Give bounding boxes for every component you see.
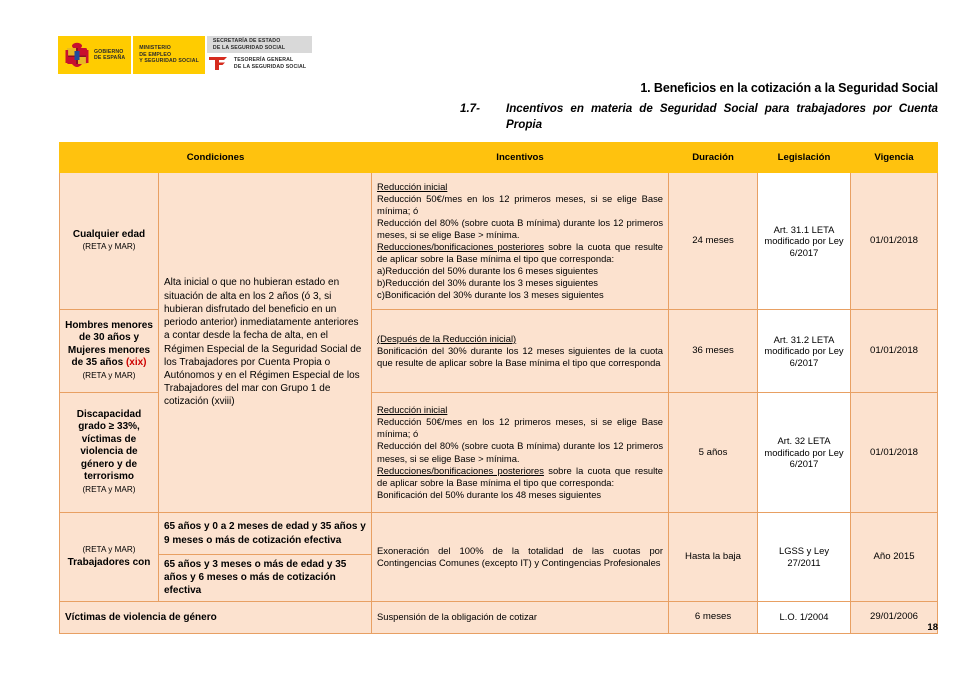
column-header-duracion: Duración	[669, 143, 758, 173]
row-0-inc-line2: Reducción del 80% (sobre cuota B mínima) durante los 12 primeros meses, si se elige Base > mínima.	[377, 216, 664, 240]
row-2-condition	[60, 393, 159, 513]
logo-tesoreria-general	[207, 53, 312, 74]
row-1-condition-title: Hombres menores de 30 años y Mujeres menores de 35 años	[65, 319, 153, 369]
logo-ministerio	[133, 36, 205, 74]
logo-ministerio-line2: DE EMPLEO	[139, 51, 172, 58]
row-2-inc-line3: sobre la cuota que resulte de aplicar sobre la Base mínima el tipo que corresponda:	[377, 464, 664, 488]
row-0-incentives	[372, 173, 669, 310]
row-4-legislacion: L.O. 1/2004	[758, 601, 851, 633]
logo-tesoreria-text	[234, 57, 306, 70]
logo-ministerio-line1: MINISTERIO	[139, 45, 171, 52]
row-2-condition-title: Discapacidad grado ≥ 33%, víctimas de violencia de género y de terrorismo	[76, 408, 142, 483]
table-row	[60, 601, 938, 633]
row-2-legislacion: Art. 32 LETA modificado por Ley 6/2017	[758, 393, 851, 513]
page-number: 18	[927, 622, 938, 633]
row-0-condition-sub: (RETA y MAR)	[82, 242, 136, 251]
logo-seguridad-social-group	[207, 36, 312, 74]
table-row	[60, 513, 938, 555]
row-2-vigencia: 01/01/2018	[851, 393, 938, 513]
row-1-vigencia: 01/01/2018	[851, 310, 938, 393]
column-header-legislacion: Legislación	[758, 143, 851, 173]
row-1-condition-ref: (xix)	[125, 357, 147, 369]
row-2-incentives	[372, 393, 669, 513]
row-0-condition	[60, 173, 159, 310]
row-3-condition	[60, 513, 159, 602]
row-3-condition-sub: (RETA y MAR)	[82, 545, 136, 555]
logo-gobierno-line1: GOBIERNO	[94, 48, 124, 55]
table-header	[60, 143, 938, 173]
row-3-duracion: Hasta la baja	[669, 513, 758, 602]
row-4-incentives	[372, 601, 669, 633]
spain-coat-of-arms-icon	[64, 39, 90, 71]
column-header-incentivos: Incentivos	[372, 143, 669, 173]
page-title: 1. Beneficios en la cotización a la Seguridad Social	[640, 81, 938, 95]
row-4-vigencia: 29/01/2006	[851, 601, 938, 633]
row-2-inc-line2: Reducción del 80% (sobre cuota B mínima) durante los 12 primeros meses, si se elige Base > mínima.	[377, 440, 664, 464]
row-2-inc-line4: Bonificación del 50% durante los 48 meses siguientes	[377, 488, 602, 500]
logo-secretaria-line2: DE LA SEGURIDAD SOCIAL	[212, 44, 286, 51]
row-1-legislacion: Art. 31.2 LETA modificado por Ley 6/2017	[758, 310, 851, 393]
shared-condition-description: Alta inicial o que no hubieran estado en situación de alta en los 2 años (ó 3, si hubieran disfrutado del beneficio en un periodo anterior) inmediatamente anteriores a contar desde la fecha de alta, en el Régimen Especial de la Seguridad Social de los Trabajadores por Cuenta Propia o Autónomos y en el Régimen Especial de los Trabajadores del mar con Grupo 1 de cotización (xviii)	[159, 173, 372, 513]
row-4-inc-line1: Suspensión de la obligación de cotizar	[377, 611, 538, 623]
table-row	[60, 173, 938, 310]
row-3-vigencia: Año 2015	[851, 513, 938, 602]
row-0-inc-line3: sobre la cuota que resulte de aplicar sobre la Base mínima el tipo que corresponda:	[377, 241, 664, 265]
logo-secretaria-line1: SECRETARÍA DE ESTADO	[212, 38, 281, 45]
table-body	[60, 173, 938, 634]
section-number: 1.7-	[460, 102, 480, 115]
row-3-legislacion: LGSS y Ley 27/2011	[758, 513, 851, 602]
logo-tesoreria-line1: TESORERÍA GENERAL	[233, 57, 294, 64]
logo-secretaria-estado	[207, 36, 312, 53]
column-header-condiciones: Condiciones	[60, 143, 372, 173]
incentives-table	[59, 142, 938, 634]
row-2-inc-heading1: Reducción inicial	[377, 404, 448, 416]
row-2-duracion: 5 años	[669, 393, 758, 513]
section-subtitle-text: Incentivos en materia de Seguridad Social para trabajadores por Cuenta Propia	[506, 102, 938, 131]
row-4-condition: Víctimas de violencia de género	[60, 601, 372, 633]
logo-ministerio-line3: Y SEGURIDAD SOCIAL	[139, 58, 199, 65]
row-1-inc-heading1: (Después de la Reducción inicial)	[377, 332, 517, 344]
row-0-vigencia: 01/01/2018	[851, 173, 938, 310]
row-0-inc-line4: a)Reducción del 50% durante los 6 meses siguientes	[377, 265, 598, 277]
row-0-inc-heading1: Reducción inicial	[377, 180, 448, 192]
letterhead	[58, 36, 312, 74]
row-1-incentives	[372, 310, 669, 393]
row-4-duracion: 6 meses	[669, 601, 758, 633]
row-0-inc-line1: Reducción 50€/mes en los 12 primeros meses, si se elige Base mínima; ó	[377, 192, 664, 216]
row-1-condition	[60, 310, 159, 393]
logo-ministerio-text	[139, 45, 199, 64]
logo-gobierno-line2: DE ESPAÑA	[94, 55, 126, 61]
section-subtitle	[460, 101, 938, 133]
row-1-duracion: 36 meses	[669, 310, 758, 393]
row-2-condition-sub: (RETA y MAR)	[82, 484, 136, 494]
row-0-inc-heading2: Reducciones/bonificaciones posteriores	[377, 241, 544, 252]
row-3-condition-title: Trabajadores con	[67, 556, 151, 568]
row-3-desc-b: 65 años y 3 meses o más de edad y 35 años y 6 meses o más de cotización efectiva	[159, 555, 372, 602]
row-0-condition-title: Cualquier edad	[72, 228, 146, 240]
row-1-inc-line1: Bonificación del 30% durante los 12 meses siguientes de la cuota que resulte de aplicar sobre la Base mínima el tipo que corresponda	[377, 344, 664, 369]
column-header-vigencia: Vigencia	[851, 143, 938, 173]
row-1-condition-sub: (RETA y MAR)	[82, 370, 136, 380]
tgss-logo-icon	[207, 55, 229, 72]
logo-tesoreria-line2: DE LA SEGURIDAD SOCIAL	[233, 63, 307, 70]
table-header-row	[60, 143, 938, 173]
logo-secretaria-text	[213, 38, 285, 51]
row-0-inc-line5: b)Reducción del 30% durante los 3 meses siguientes	[377, 277, 598, 289]
row-0-duracion: 24 meses	[669, 173, 758, 310]
row-3-inc-line1: Exoneración del 100% de la totalidad de las cuotas por Contingencias Comunes (excepto IT) y Contingencias Profesionales	[377, 544, 664, 568]
logo-gobierno-text	[94, 49, 125, 62]
row-3-desc-a: 65 años y 0 a 2 meses de edad y 35 años y 9 meses o más de cotización efectiva	[159, 513, 372, 555]
row-2-inc-line1: Reducción 50€/mes en los 12 primeros meses, si se elige Base mínima; ó	[377, 416, 664, 440]
row-0-inc-line6: c)Bonificación del 30% durante los 3 meses siguientes	[377, 289, 604, 301]
row-2-inc-heading2: Reducciones/bonificaciones posteriores	[377, 464, 544, 476]
logo-gobierno-de-espana	[58, 36, 131, 74]
row-0-legislacion: Art. 31.1 LETA modificado por Ley 6/2017	[758, 173, 851, 310]
row-3-incentives	[372, 513, 669, 602]
